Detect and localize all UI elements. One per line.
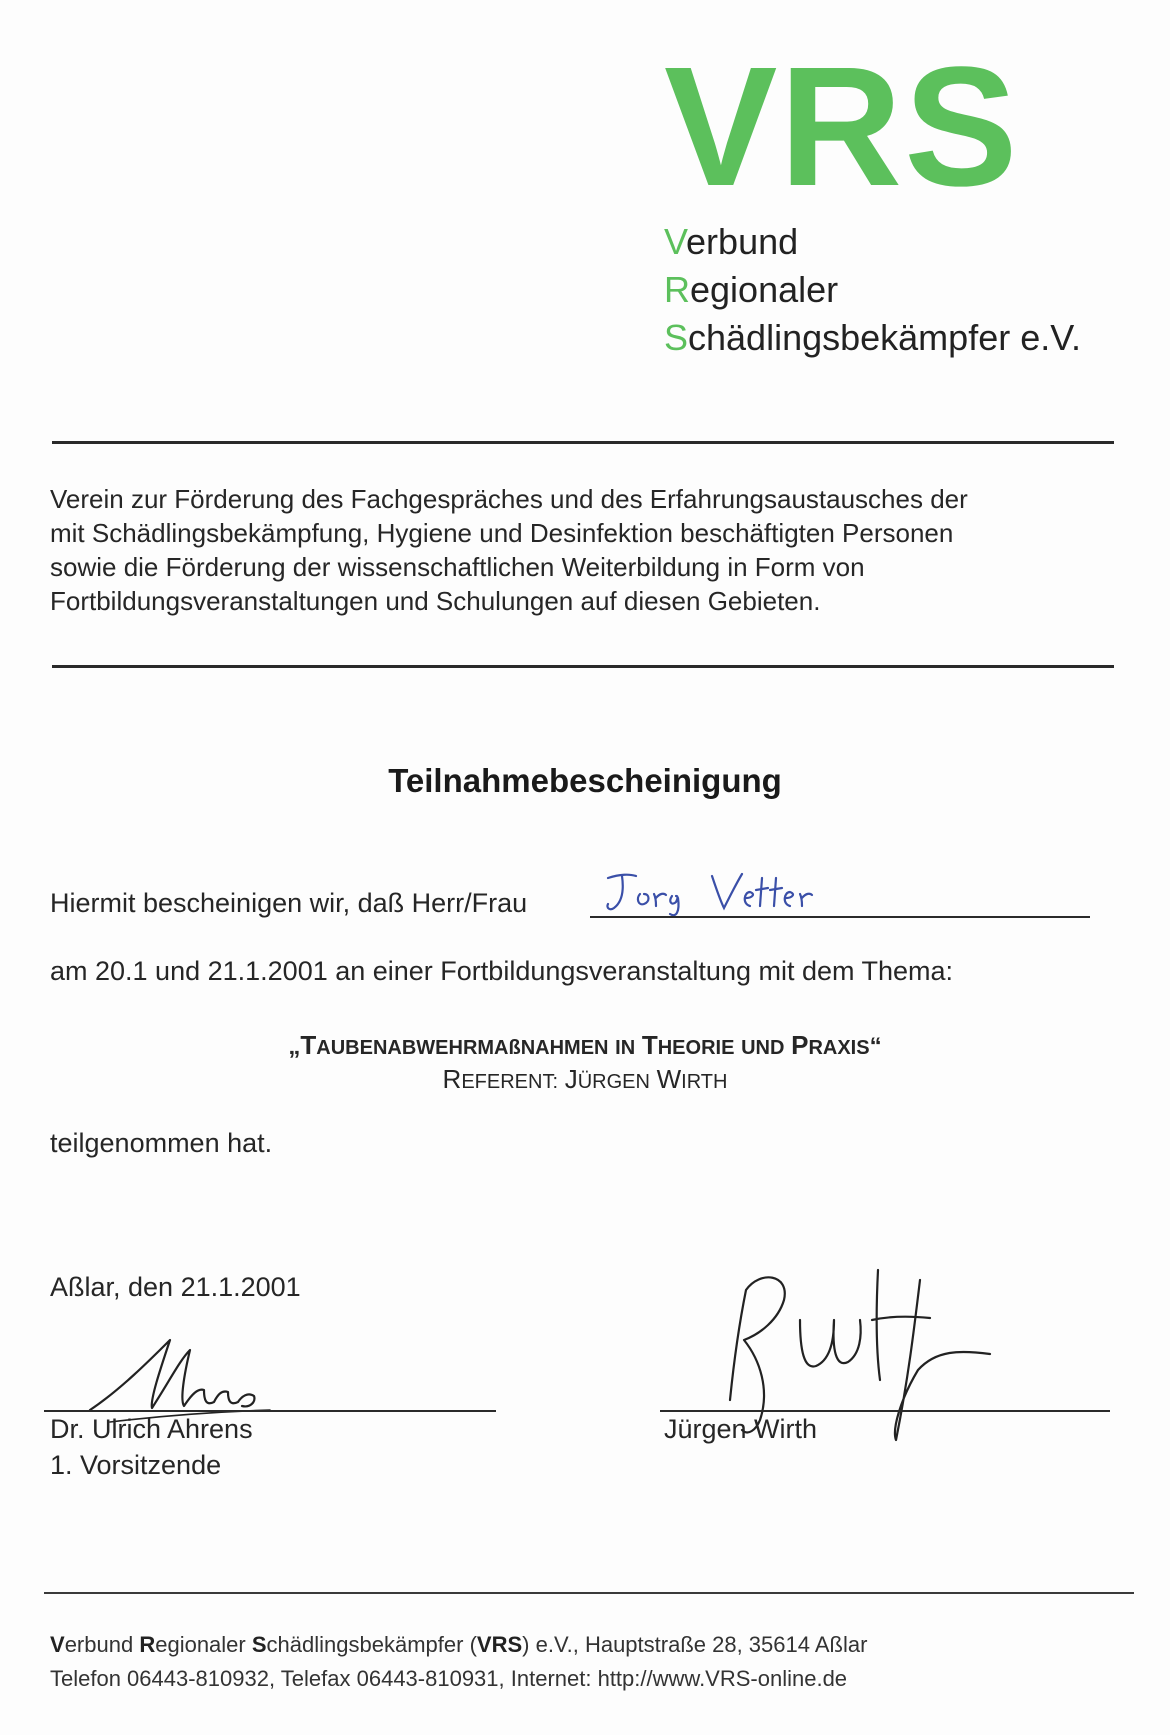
date-line-text: am 20.1 und 21.1.2001 an einer Fortbildungsveranstaltung mit dem Thema: <box>50 956 954 986</box>
vrs-logo: VRS <box>664 32 1020 222</box>
participant-handwritten-name <box>600 868 820 918</box>
logo-initial-r: R <box>664 269 690 310</box>
footer-contact: Telefon 06443-810932, Telefax 06443-810931, Internet: http://www.VRS-online.de <box>50 1666 848 1691</box>
logo-wordmark <box>664 218 1081 362</box>
purpose-line: sowie die Förderung der wissenschaftlichen Weiterbildung in Form von <box>50 552 865 582</box>
footer-paren-close: ) <box>522 1632 530 1657</box>
signer-right-name: Jürgen Wirth <box>664 1414 818 1444</box>
referent-word: EFERENT: <box>461 1071 559 1093</box>
topic-word: T <box>300 1030 317 1060</box>
footer-word: egionaler <box>155 1632 246 1657</box>
closing-text: teilgenommen hat. <box>50 1128 273 1158</box>
referent-word: W <box>656 1064 682 1094</box>
topic-close-quote: “ <box>869 1033 882 1060</box>
topic-word: AUBENABWEHRMAßNAHMEN <box>316 1037 609 1059</box>
signer-left-name: Dr. Ulrich Ahrens <box>50 1414 253 1444</box>
purpose-line: Verein zur Förderung des Fachgespräches und des Erfahrungsaustausches der <box>50 484 968 514</box>
footer-paren-open: ( <box>469 1632 477 1657</box>
purpose-line: mit Schädlingsbekämpfung, Hygiene und Desinfektion beschäftigten Personen <box>50 518 954 548</box>
logo-initial-v: V <box>664 221 687 262</box>
topic-word: P <box>791 1030 809 1060</box>
logo-rest-regionaler: egionaler <box>690 269 839 310</box>
logo-line-verbund <box>664 218 1081 266</box>
divider-footer <box>44 1592 1134 1594</box>
intro-text: Hiermit bescheinigen wir, daß Herr/Frau <box>50 888 528 918</box>
logo-line-schaedlingsbekaempfer <box>664 314 1081 362</box>
referent-word: J <box>564 1064 578 1094</box>
place-date: Aßlar, den 21.1.2001 <box>50 1272 301 1302</box>
participant-name-line <box>590 916 1090 918</box>
logo-line-regionaler <box>664 266 1081 314</box>
logo-rest-schaedlingsbekaempfer: chädlingsbekämpfer e.V. <box>688 317 1081 358</box>
referent-word: R <box>442 1064 462 1094</box>
topic-word: T <box>641 1030 658 1060</box>
topic-word: HEORIE <box>657 1037 735 1059</box>
topic-word: RAXIS <box>808 1037 870 1059</box>
footer-initial-v: V <box>50 1632 65 1657</box>
topic-word: UND <box>741 1037 785 1059</box>
footer-org-line <box>50 1628 867 1662</box>
footer-initial-r: R <box>139 1632 156 1657</box>
signer-left-role: 1. Vorsitzende <box>50 1450 222 1480</box>
divider-middle <box>52 665 1114 668</box>
signature-line-left <box>44 1410 496 1412</box>
referent-word: ÜRGEN <box>577 1071 650 1093</box>
seminar-topic <box>0 1030 1170 1061</box>
logo-rest-verbund: erbund <box>686 221 799 262</box>
logo-initial-s: S <box>664 317 689 358</box>
footer-initial-s: S <box>251 1632 267 1657</box>
signature-line-right <box>660 1410 1110 1412</box>
seminar-referent <box>0 1064 1170 1095</box>
footer-word: chädlingsbekämpfer <box>266 1632 464 1657</box>
topic-word: IN <box>615 1037 636 1059</box>
footer-address-text: e.V., Hauptstraße 28, 35614 Aßlar <box>535 1632 868 1657</box>
divider-top <box>52 441 1114 444</box>
purpose-line: Fortbildungsveranstaltungen und Schulungen auf diesen Gebieten. <box>50 586 821 616</box>
footer-address <box>50 1628 867 1696</box>
footer-word: erbund <box>64 1632 134 1657</box>
referent-word: IRTH <box>681 1071 728 1093</box>
topic-open-quote: „ <box>288 1033 301 1060</box>
footer-abbr: VRS <box>476 1632 523 1657</box>
purpose-statement <box>50 482 1130 618</box>
document-title: Teilnahmebescheinigung <box>388 762 782 799</box>
